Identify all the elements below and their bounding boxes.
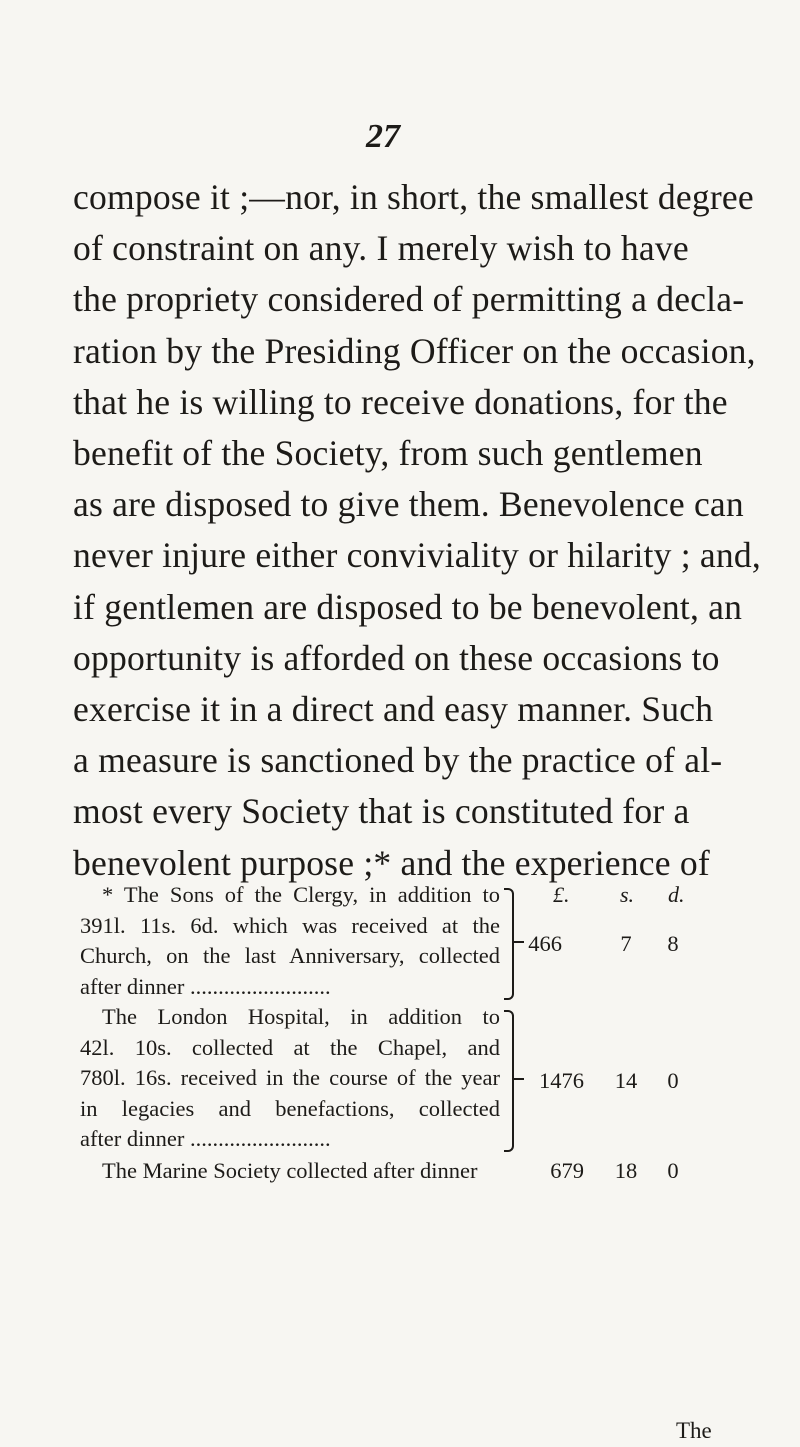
amount-shillings: 14 [614, 1068, 638, 1093]
entry-line: Church, on the last Anniversary, collected [80, 943, 500, 969]
entry-description [80, 1156, 500, 1187]
body-line: most every Society that is constituted for a [73, 791, 690, 832]
body-line: as are disposed to give them. Benevolence can [73, 484, 744, 525]
shillings-header: s. [620, 882, 635, 907]
page-number: 27 [366, 118, 400, 155]
entry-line: in legacies and benefactions, collected [80, 1095, 500, 1121]
amount-pounds: 679 [550, 1158, 584, 1183]
entry-line: * The Sons of the Clergy, in addition to [102, 882, 500, 907]
amount-pence: 0 [667, 1068, 679, 1093]
body-line: that he is willing to receive donations, for the [73, 381, 728, 422]
body-line: opportunity is afforded on these occasions to [73, 637, 720, 678]
body-line: a measure is sanctioned by the practice of al- [73, 740, 723, 781]
body-line: if gentlemen are disposed to be benevolent, an [73, 586, 743, 627]
amount-pence: 0 [667, 1158, 679, 1183]
amount-pounds: 466 [528, 931, 562, 956]
pounds-header: £. [553, 882, 570, 907]
entry-line: after dinner ......................... [80, 1126, 331, 1152]
body-line: compose it ;—nor, in short, the smallest degree [73, 177, 754, 217]
catch-word: The [676, 1418, 712, 1443]
brace [504, 1010, 514, 1152]
entry-line: The London Hospital, in addition to [102, 1004, 500, 1029]
entry-line: 391l. 11s. 6d. which was received at the [80, 912, 500, 938]
entry-line: 780l. 16s. received in the course of the year [80, 1065, 500, 1091]
amount-shillings: 18 [614, 1158, 638, 1183]
body-line: the propriety considered of permitting a decla- [73, 279, 745, 320]
body-line: of constraint on any. I merely wish to have [73, 228, 689, 269]
entry-line: The Marine Society collected after dinner [102, 1158, 478, 1183]
amount-shillings: 7 [620, 931, 632, 956]
amount-pence: 8 [667, 931, 679, 956]
body-line: benevolent purpose ;* and the experience of [73, 842, 710, 883]
entry-line: 42l. 10s. collected at the Chapel, and [80, 1034, 500, 1060]
body-line: benefit of the Society, from such gentlemen [73, 433, 703, 474]
body-paragraph [73, 172, 761, 889]
entry-description [80, 880, 500, 1002]
body-line: exercise it in a direct and easy manner. Such [73, 689, 714, 730]
pence-header: d. [668, 882, 685, 907]
entry-line: after dinner ......................... [80, 973, 331, 999]
amount-pounds: 1476 [539, 1068, 584, 1093]
entry-description [80, 1002, 500, 1155]
body-line: ration by the Presiding Officer on the occasion, [73, 330, 756, 371]
body-line: never injure either conviviality or hilarity ; and, [73, 535, 761, 576]
